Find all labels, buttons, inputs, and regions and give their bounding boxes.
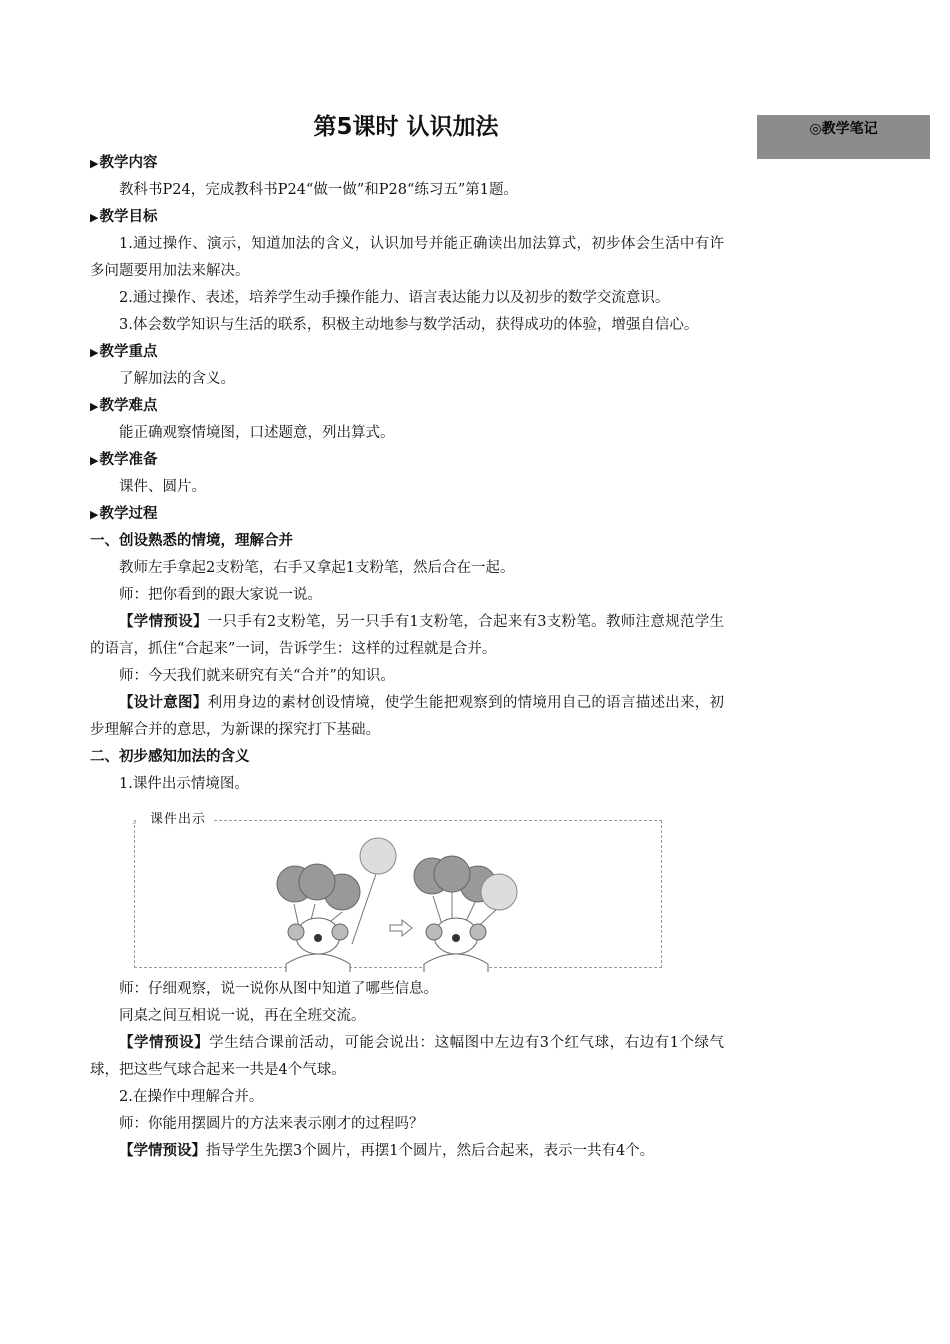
paragraph: 师：你能用摆圆片的方法来表示刚才的过程吗？	[119, 1116, 424, 1132]
heading-difficulties: ▶教学难点	[90, 398, 158, 414]
triangle-bullet-icon: ▶	[90, 454, 99, 467]
paragraph: 【学情预设】学生结合课前活动，可能会说出：这幅图中左边有3个红气球，右边有1个绿气球，把这些气球合起来一共是4个气球。	[90, 1035, 725, 1078]
heading-process: ▶教学过程	[90, 506, 158, 522]
clown-left-illustration	[277, 838, 396, 972]
paragraph: 同桌之间互相说一说，再在全班交流。	[119, 1008, 366, 1024]
triangle-bullet-icon: ▶	[90, 346, 99, 359]
paragraph: 师：今天我们就来研究有关“合并”的知识。	[119, 668, 395, 684]
content-text: 教科书P24，完成教科书P24“做一做”和P28“练习五”第1题。	[119, 182, 518, 198]
paragraph: 【学情预设】指导学生先摆3个圆片，再摆1个圆片，然后合起来，表示一共有4个。	[119, 1143, 655, 1159]
goal-item: 3.体会数学知识与生活的联系，积极主动地参与数学活动，获得成功的体验，增强自信心。	[119, 317, 699, 333]
paragraph: 【设计意图】利用身边的素材创设情境，使学生能把观察到的情境用自己的语言描述出来，初步理解合并的意思，为新课的探究打下基础。	[90, 695, 724, 738]
preparation-text: 课件、圆片。	[119, 479, 206, 495]
section-1-title: 一、创设熟悉的情境，理解合并	[90, 533, 293, 549]
clown-right-illustration	[414, 856, 517, 972]
paragraph: 师：仔细观察，说一说你从图中知道了哪些信息。	[119, 981, 438, 997]
heading-content: ▶教学内容	[90, 155, 158, 171]
design-intent-tag: 【设计意图】	[119, 695, 208, 711]
section-2-title: 二、初步感知加法的含义	[90, 749, 250, 765]
page-title: 第5课时 认识加法	[313, 114, 499, 140]
paragraph: 2.在操作中理解合并。	[119, 1089, 264, 1105]
paragraph: 师：把你看到的跟大家说一说。	[119, 587, 322, 603]
teaching-notes-tab: ◎教学笔记	[757, 115, 930, 159]
heading-goals: ▶教学目标	[90, 209, 158, 225]
paragraph: 1.课件出示情境图。	[119, 776, 249, 792]
figure-label: 课件出示	[136, 806, 212, 833]
heading-key-points: ▶教学重点	[90, 344, 158, 360]
lesson-content	[90, 150, 724, 1165]
difficulties-text: 能正确观察情境图，口述题意，列出算式。	[119, 425, 395, 441]
courseware-figure	[90, 804, 724, 972]
balloon-scene-illustration	[90, 804, 724, 972]
learning-preset-tag: 【学情预设】	[119, 1143, 206, 1159]
learning-preset-tag: 【学情预设】	[119, 614, 208, 630]
goal-item: 1.通过操作、演示，知道加法的含义，认识加号并能正确读出加法算式，初步体会生活中有许多问题要用加法来解决。	[90, 236, 724, 279]
goal-item: 2.通过操作、表述，培养学生动手操作能力、语言表达能力以及初步的数学交流意识。	[119, 290, 670, 306]
learning-preset-tag: 【学情预设】	[119, 1035, 210, 1051]
triangle-bullet-icon: ▶	[90, 508, 99, 521]
paragraph: 【学情预设】一只手有2支粉笔，另一只手有1支粉笔，合起来有3支粉笔。教师注意规范学生的语言，抓住“合起来”一词，告诉学生：这样的过程就是合并。	[90, 614, 724, 657]
triangle-bullet-icon: ▶	[90, 157, 99, 170]
heading-preparation: ▶教学准备	[90, 452, 158, 468]
triangle-bullet-icon: ▶	[90, 211, 99, 224]
paragraph: 教师左手拿起2支粉笔，右手又拿起1支粉笔，然后合在一起。	[119, 560, 515, 576]
triangle-bullet-icon: ▶	[90, 400, 99, 413]
arrow-right-icon	[390, 920, 412, 936]
key-points-text: 了解加法的含义。	[119, 371, 235, 387]
